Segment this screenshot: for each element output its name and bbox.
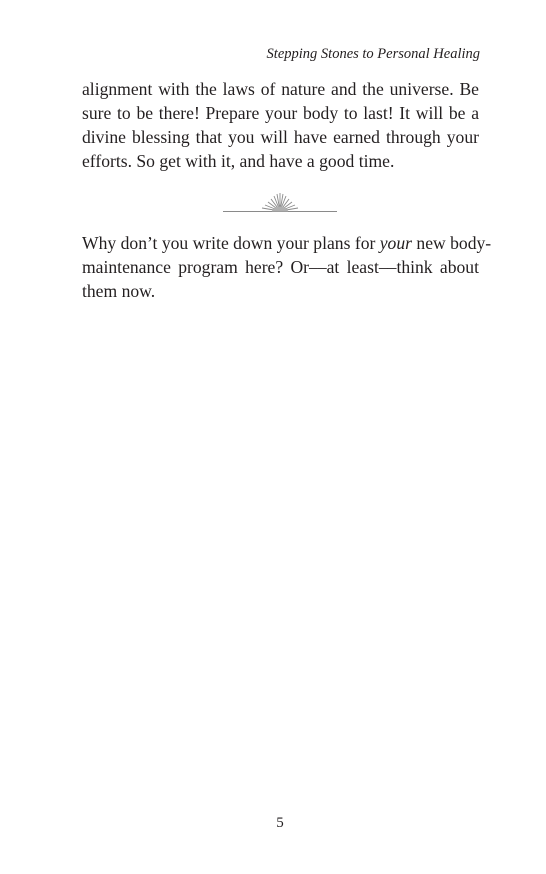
paragraph-continuation — [82, 77, 479, 173]
paragraph-line: sure to be there! Prepare your body to last! It will be a — [82, 103, 479, 123]
paragraph-line: alignment with the laws of nature and the universe. Be — [82, 79, 479, 99]
paragraph-line: them now. — [82, 281, 156, 301]
page-number: 5 — [276, 815, 284, 831]
paragraph-line: divine blessing that you will have earned through your — [82, 127, 479, 147]
text-run: new body- — [412, 233, 492, 253]
paragraph-line: efforts. So get with it, and have a good time. — [82, 151, 395, 171]
running-head: Stepping Stones to Personal Healing — [266, 46, 480, 62]
paragraph-prompt — [82, 231, 492, 303]
paragraph-line: maintenance program here? Or––at least––think about — [82, 257, 479, 277]
emphasis-text: your — [379, 233, 412, 253]
paragraph-line — [82, 231, 492, 255]
text-run: Why don’t you write down your plans for — [82, 233, 380, 253]
sunburst-divider-icon — [223, 190, 337, 214]
